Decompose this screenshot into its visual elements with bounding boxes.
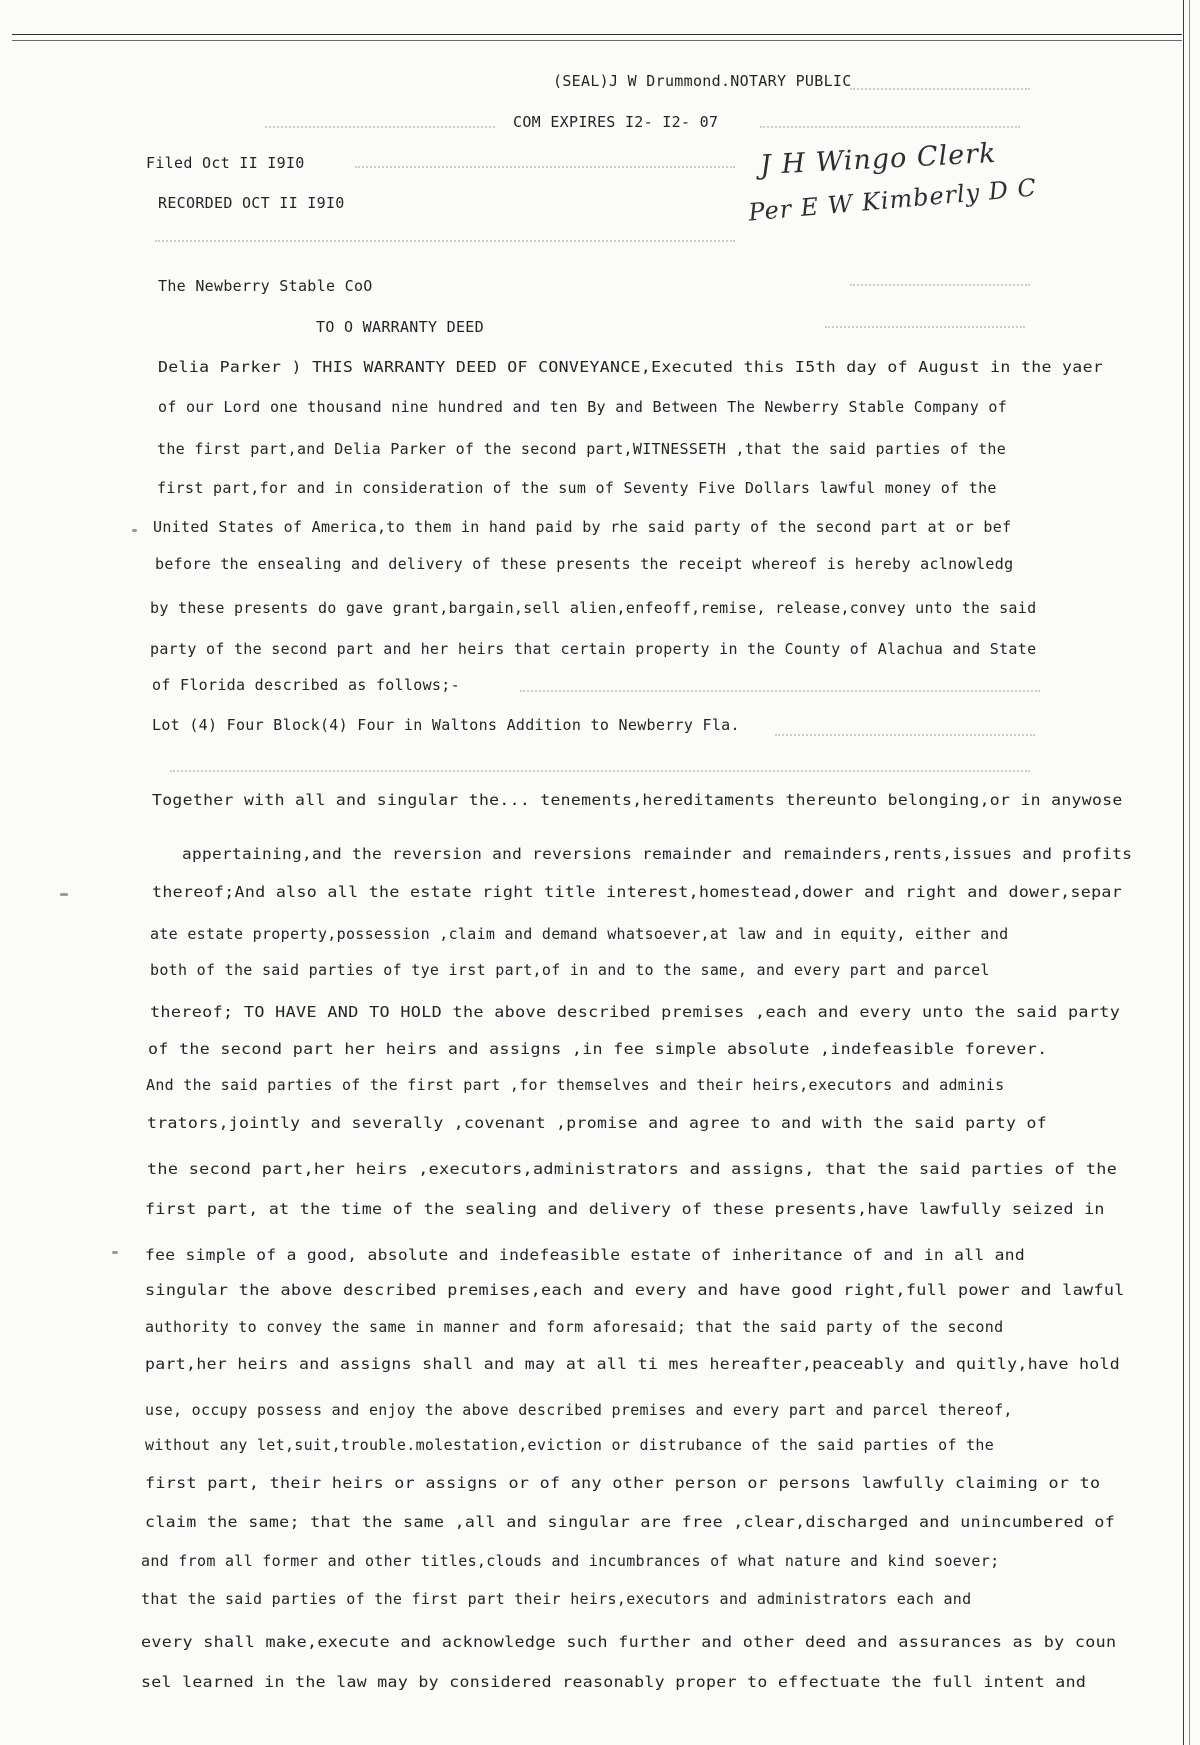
deputy-signature: Per E W Kimberly D C: [747, 173, 1038, 227]
deed-text-line: And the said parties of the first part ,for themselves and their heirs,executors and adminis: [146, 1076, 1005, 1094]
deed-text-line: thereof; TO HAVE AND TO HOLD the above described premises ,each and every unto the said party: [150, 1003, 1121, 1021]
right-border-line-secondary: [1189, 0, 1190, 1745]
deed-text-line: Together with all and singular the... tenements,hereditaments thereunto belonging,or in anywose: [152, 791, 1123, 809]
bleed-through-mark: [760, 126, 1020, 134]
bleed-through-mark: [355, 166, 735, 174]
grantor-line: The Newberry Stable CoO: [158, 277, 373, 295]
deed-text-line: of the second part her heirs and assigns ,in fee simple absolute ,indefeasible forever.: [148, 1040, 1048, 1058]
deed-text-line: thereof;And also all the estate right title interest,homestead,dower and right and dower,separ: [152, 883, 1123, 901]
deed-text-line: part,her heirs and assigns shall and may at all ti mes hereafter,peaceably and quitly,have hold: [145, 1355, 1121, 1373]
top-border-line: [12, 34, 1182, 35]
bleed-through-mark: [265, 126, 495, 134]
commission-expiry-line: COM EXPIRES I2- I2- 07: [513, 113, 719, 131]
deed-text-line: first part, their heirs or assigns or of any other person or persons lawfully claiming or to: [145, 1474, 1101, 1492]
deed-text-line: United States of America,to them in hand paid by rhe said party of the second part at or bef: [153, 518, 1012, 536]
deed-text-line: use, occupy possess and enjoy the above described premises and every part and parcel thereof,: [145, 1401, 1013, 1419]
deed-text-line: claim the same; that the same ,all and singular are free ,clear,discharged and unincumbered of: [145, 1513, 1116, 1531]
deed-text-line: of our Lord one thousand nine hundred and ten By and Between The Newberry Stable Company of: [158, 398, 1008, 416]
bleed-through-mark: [170, 770, 1030, 778]
deed-text-line: trators,jointly and severally ,covenant ,promise and agree to and with the said party of: [147, 1114, 1047, 1132]
bleed-through-mark: [520, 690, 1040, 698]
bleed-through-mark: [850, 284, 1030, 292]
deed-text-line: by these presents do gave grant,bargain,sell alien,enfeoff,remise, release,convey unto the said: [150, 599, 1037, 617]
deed-text-line: fee simple of a good, absolute and indefeasible estate of inheritance of and in all and: [145, 1246, 1025, 1264]
deed-text-line: the first part,and Delia Parker of the second part,WITNESSETH ,that the said parties of the: [157, 440, 1007, 458]
deed-text-line: without any let,suit,trouble.molestation,eviction or distrubance of the said parties of the: [145, 1436, 995, 1454]
deed-text-line: authority to convey the same in manner and form aforesaid; that the said party of the second: [145, 1318, 1004, 1336]
bleed-through-mark: [155, 240, 735, 248]
filed-date-line: Filed Oct II I9I0: [146, 154, 305, 172]
deed-text-line: sel learned in the law may by considered reasonably proper to effectuate the full intent and: [141, 1673, 1087, 1691]
clerk-signature: J H Wingo Clerk: [759, 137, 998, 182]
deed-text-line: that the said parties of the first part their heirs,executors and administrators each and: [141, 1590, 972, 1608]
bleed-through-mark: [850, 88, 1030, 96]
ink-smudge: [60, 893, 68, 896]
deed-text-line: party of the second part and her heirs that certain property in the County of Alachua and State: [150, 640, 1037, 658]
deed-text-line: singular the above described premises,each and every and have good right,full power and lawful: [145, 1281, 1125, 1299]
deed-text-line: and from all former and other titles,clouds and incumbrances of what nature and kind soever;: [141, 1552, 1000, 1570]
top-border-line-secondary: [12, 40, 1182, 41]
deed-text-line: the second part,her heirs ,executors,administrators and assigns, that the said parties of the: [147, 1160, 1118, 1178]
property-description-line: Lot (4) Four Block(4) Four in Waltons Addition to Newberry Fla.: [152, 716, 740, 734]
notary-seal-line: (SEAL)J W Drummond.NOTARY PUBLIC: [553, 72, 852, 90]
ink-smudge: [112, 1251, 118, 1254]
recorded-date-line: RECORDED OCT II I9I0: [158, 194, 345, 212]
deed-text-line: appertaining,and the reversion and reversions remainder and remainders,rents,issues and profits: [182, 845, 1133, 863]
deed-type-line: TO O WARRANTY DEED: [316, 318, 484, 336]
ink-smudge: [132, 529, 137, 532]
deed-text-line: of Florida described as follows;-: [152, 676, 460, 694]
bleed-through-mark: [775, 734, 1035, 742]
deed-text-line: Delia Parker ) THIS WARRANTY DEED OF CONVEYANCE,Executed this I5th day of August in the yaer: [158, 358, 1104, 376]
deed-text-line: before the ensealing and delivery of these presents the receipt whereof is hereby aclnowledg: [155, 555, 1014, 573]
deed-text-line: first part,for and in consideration of the sum of Seventy Five Dollars lawful money of the: [157, 479, 997, 497]
deed-text-line: first part, at the time of the sealing and delivery of these presents,have lawfully seized in: [145, 1200, 1105, 1218]
deed-text-line: both of the said parties of tye irst part,of in and to the same, and every part and parcel: [150, 961, 990, 979]
bleed-through-mark: [825, 326, 1025, 334]
deed-text-line: ate estate property,possession ,claim and demand whatsoever,at law and in equity, either and: [150, 925, 1009, 943]
right-border-line: [1183, 0, 1184, 1745]
deed-text-line: every shall make,execute and acknowledge such further and other deed and assurances as by coun: [141, 1633, 1117, 1651]
